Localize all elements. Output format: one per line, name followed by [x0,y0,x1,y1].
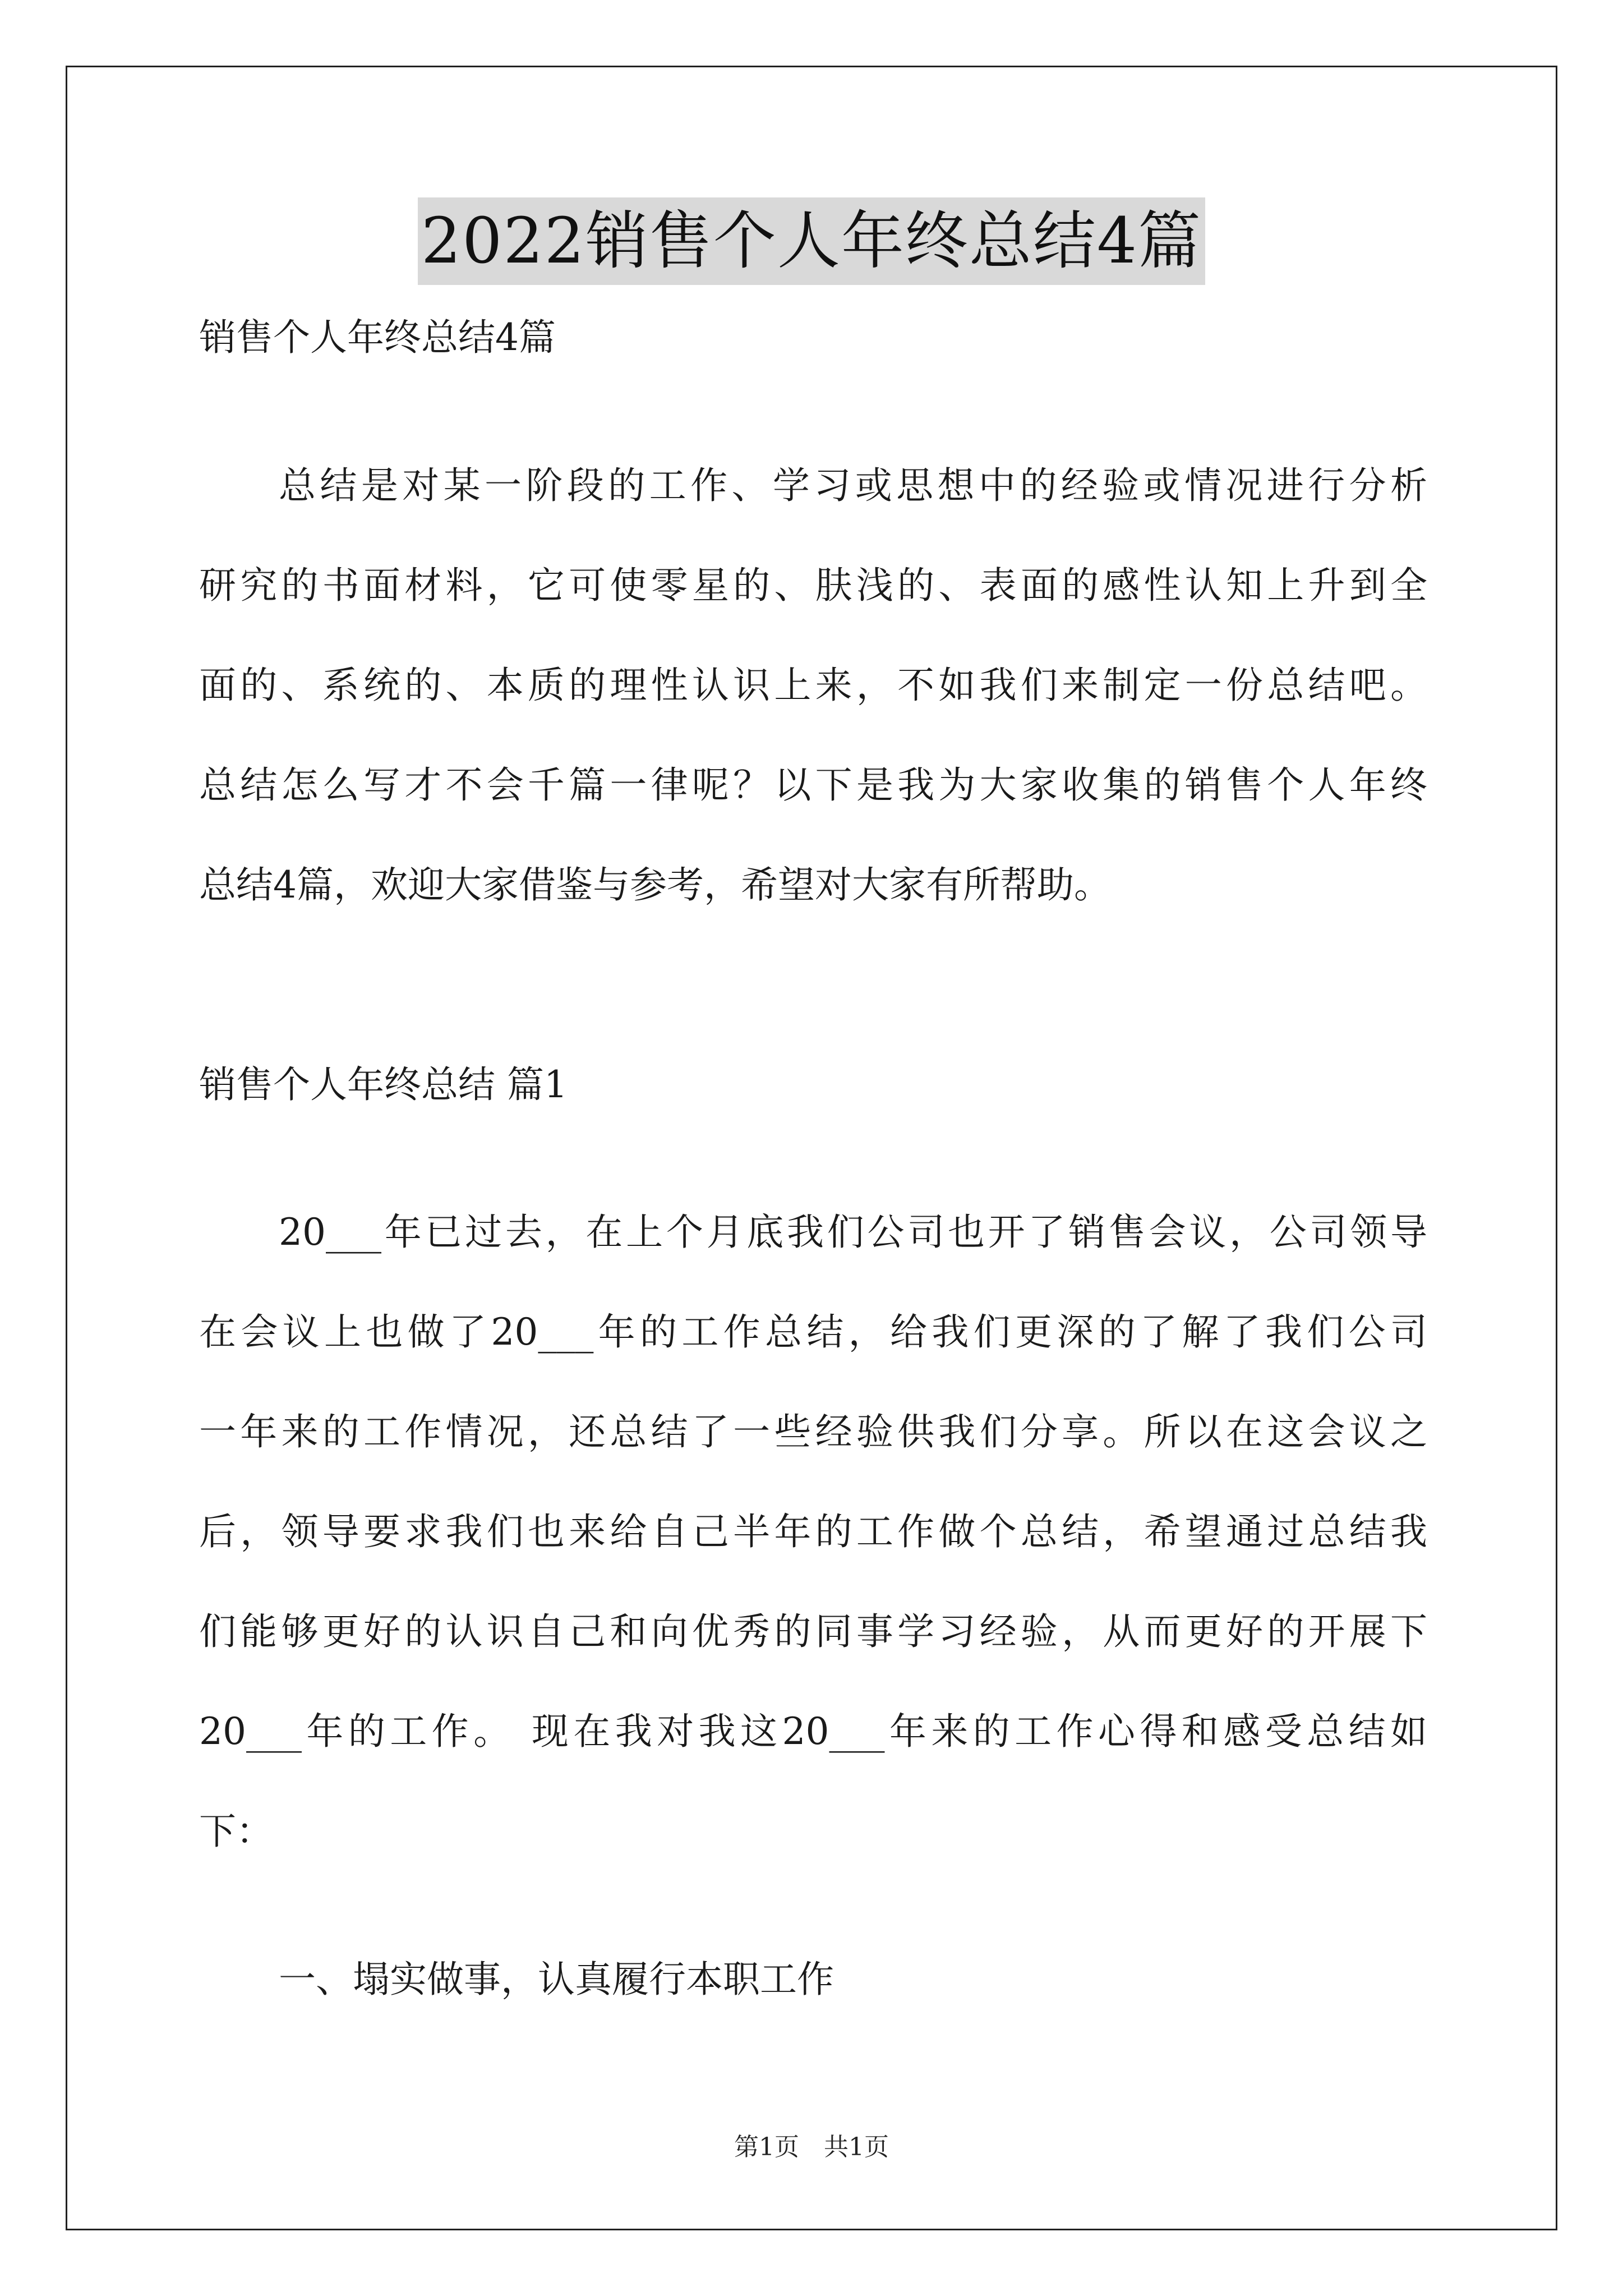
section-line: 一年来的工作情况，还总结了一些经验供我们分享。所以在这会议之 [199,1410,1427,1453]
intro-line: 总结是对某一阶段的工作、学习或思想中的经验或情况进行分析 [279,464,1427,507]
section-line: 20___年的工作。 现在我对我这20___年来的工作心得和感受总结如 [199,1710,1427,1753]
section-line: 下： [199,1810,273,1853]
section-line: 20___年已过去，在上个月底我们公司也开了销售会议，公司领导 [279,1211,1427,1254]
page-footer: 第1页 共1页 [734,2133,889,2161]
section-heading: 销售个人年终总结 篇1 [199,1063,568,1106]
intro-line: 研究的书面材料，它可使零星的、肤浅的、表面的感性认知上升到全 [199,564,1427,607]
section-line: 们能够更好的认识自己和向优秀的同事学习经验，从而更好的开展下 [199,1610,1427,1653]
section-line: 在会议上也做了20___年的工作总结，给我们更深的了解了我们公司 [199,1310,1427,1354]
document-title: 2022销售个人年终总结4篇 [418,197,1205,285]
document-subtitle: 销售个人年终总结4篇 [199,316,556,359]
intro-line: 面的、系统的、本质的理性认识上来，不如我们来制定一份总结吧。 [199,664,1427,707]
point-heading: 一、塌实做事，认真履行本职工作 [279,1958,834,2001]
page-border [66,66,1557,2230]
intro-line: 总结怎么写才不会千篇一律呢？以下是我为大家收集的销售个人年终 [199,763,1427,807]
intro-line: 总结4篇，欢迎大家借鉴与参考，希望对大家有所帮助。 [199,863,1111,907]
title-container [0,197,1623,285]
section-line: 后，领导要求我们也来给自己半年的工作做个总结，希望通过总结我 [199,1510,1427,1553]
